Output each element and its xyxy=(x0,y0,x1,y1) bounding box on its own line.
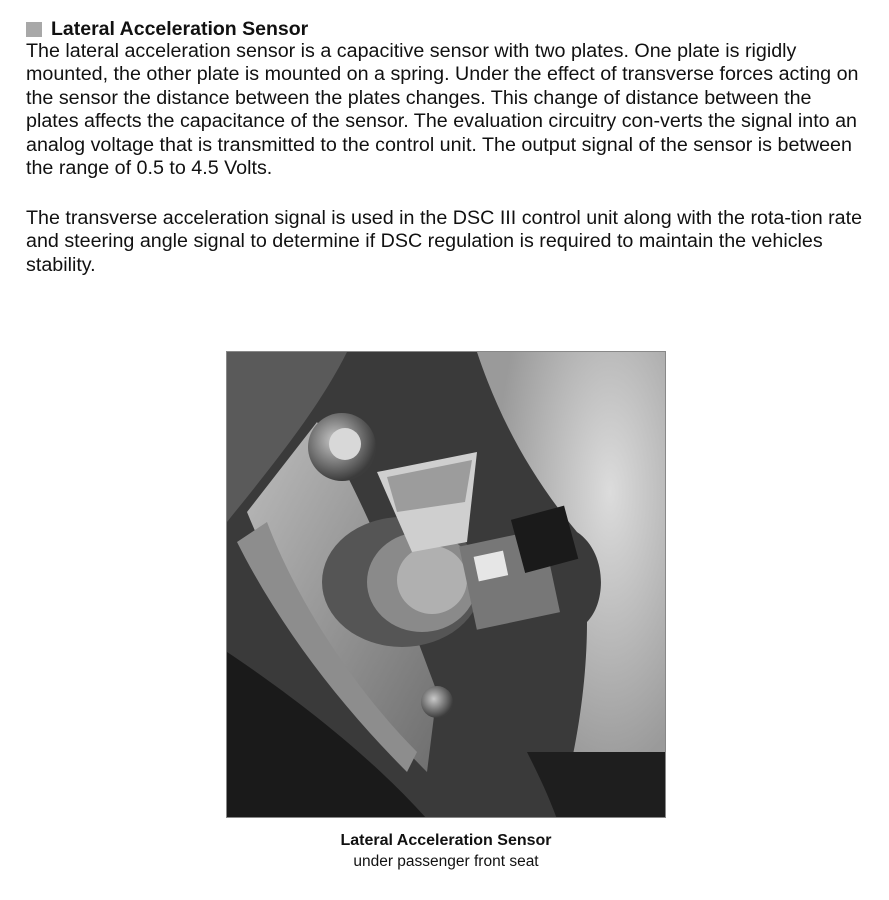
figure-caption-title: Lateral Acceleration Sensor xyxy=(340,832,552,849)
section-title: Lateral Acceleration Sensor xyxy=(51,18,309,40)
section-heading xyxy=(26,18,308,40)
body-paragraph-1: The lateral acceleration sensor is a capacitive sensor with two plates. One plate is rigidly mounted, the other plate is mounted on a spring. Under the effect of transverse forces acting on the sensor the distance between the plates changes. This change of distance between the plates affects the capacitance of the sensor. The evaluation circuitry con-verts the signal into an analog voltage that is transmitted to the control unit. The output signal of the sensor is between the range of 0.5 to 4.5 Volts. xyxy=(26,40,859,180)
figure-caption-subtitle: under passenger front seat xyxy=(353,853,539,870)
sensor-photo xyxy=(226,351,666,818)
body-paragraph-2: The transverse acceleration signal is used in the DSC III control unit along with the rota-tion rate and steering angle signal to determine if DSC regulation is required to maintain the vehicles stability. xyxy=(26,207,863,276)
square-bullet-icon xyxy=(26,22,42,37)
